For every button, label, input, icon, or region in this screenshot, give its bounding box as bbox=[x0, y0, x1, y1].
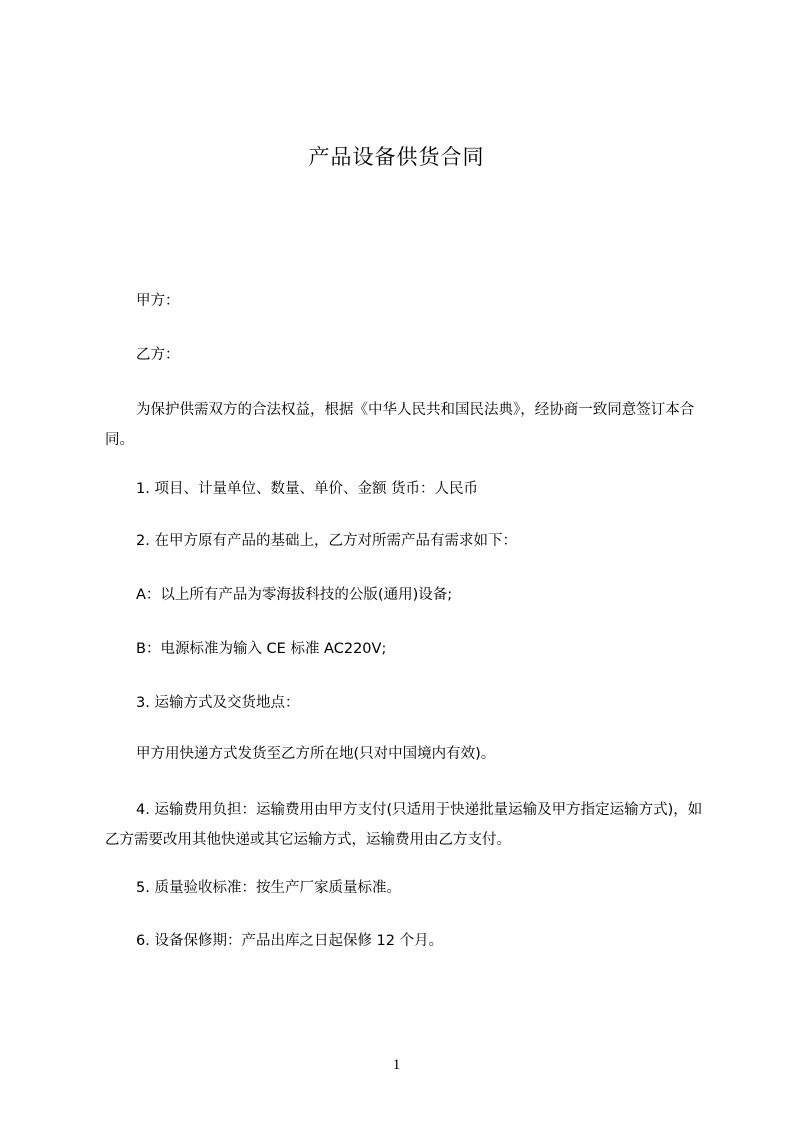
preamble-paragraph: 为保护供需双方的合法权益，根据《中华人民共和国民法典》，经协商一致同意签订本合同。 bbox=[105, 402, 695, 448]
clause-5: 5. 质量验收标准：按生产厂家质量标准。 bbox=[136, 880, 401, 896]
document-title: 产品设备供货合同 bbox=[308, 145, 485, 169]
clause-3-detail: 甲方用快递方式发货至乙方所在地(只对中国境内有效)。 bbox=[136, 746, 496, 762]
page-number: 1 bbox=[392, 1057, 401, 1073]
party-b-label: 乙方： bbox=[136, 347, 180, 363]
clause-3: 3. 运输方式及交货地点： bbox=[136, 695, 300, 711]
clause-4: 4. 运输费用负担：运输费用由甲方支付(只适用于快递批量运输及甲方指定运输方式)，如乙方需要改用其他快递或其它运输方式，运输费用由乙方支付。 bbox=[105, 802, 703, 848]
clause-2: 2. 在甲方原有产品的基础上，乙方对所需产品有需求如下： bbox=[136, 533, 517, 549]
clause-2-b: B：电源标准为输入 CE 标准 AC220V; bbox=[136, 641, 387, 657]
clause-1: 1. 项目、计量单位、数量、单价、金额 货币：人民币 bbox=[136, 481, 479, 497]
party-a-label: 甲方： bbox=[136, 293, 180, 309]
clause-2-a: A：以上所有产品为零海拔科技的公版(通用)设备; bbox=[136, 587, 453, 603]
clause-6: 6. 设备保修期：产品出库之日起保修 12 个月。 bbox=[136, 933, 444, 949]
